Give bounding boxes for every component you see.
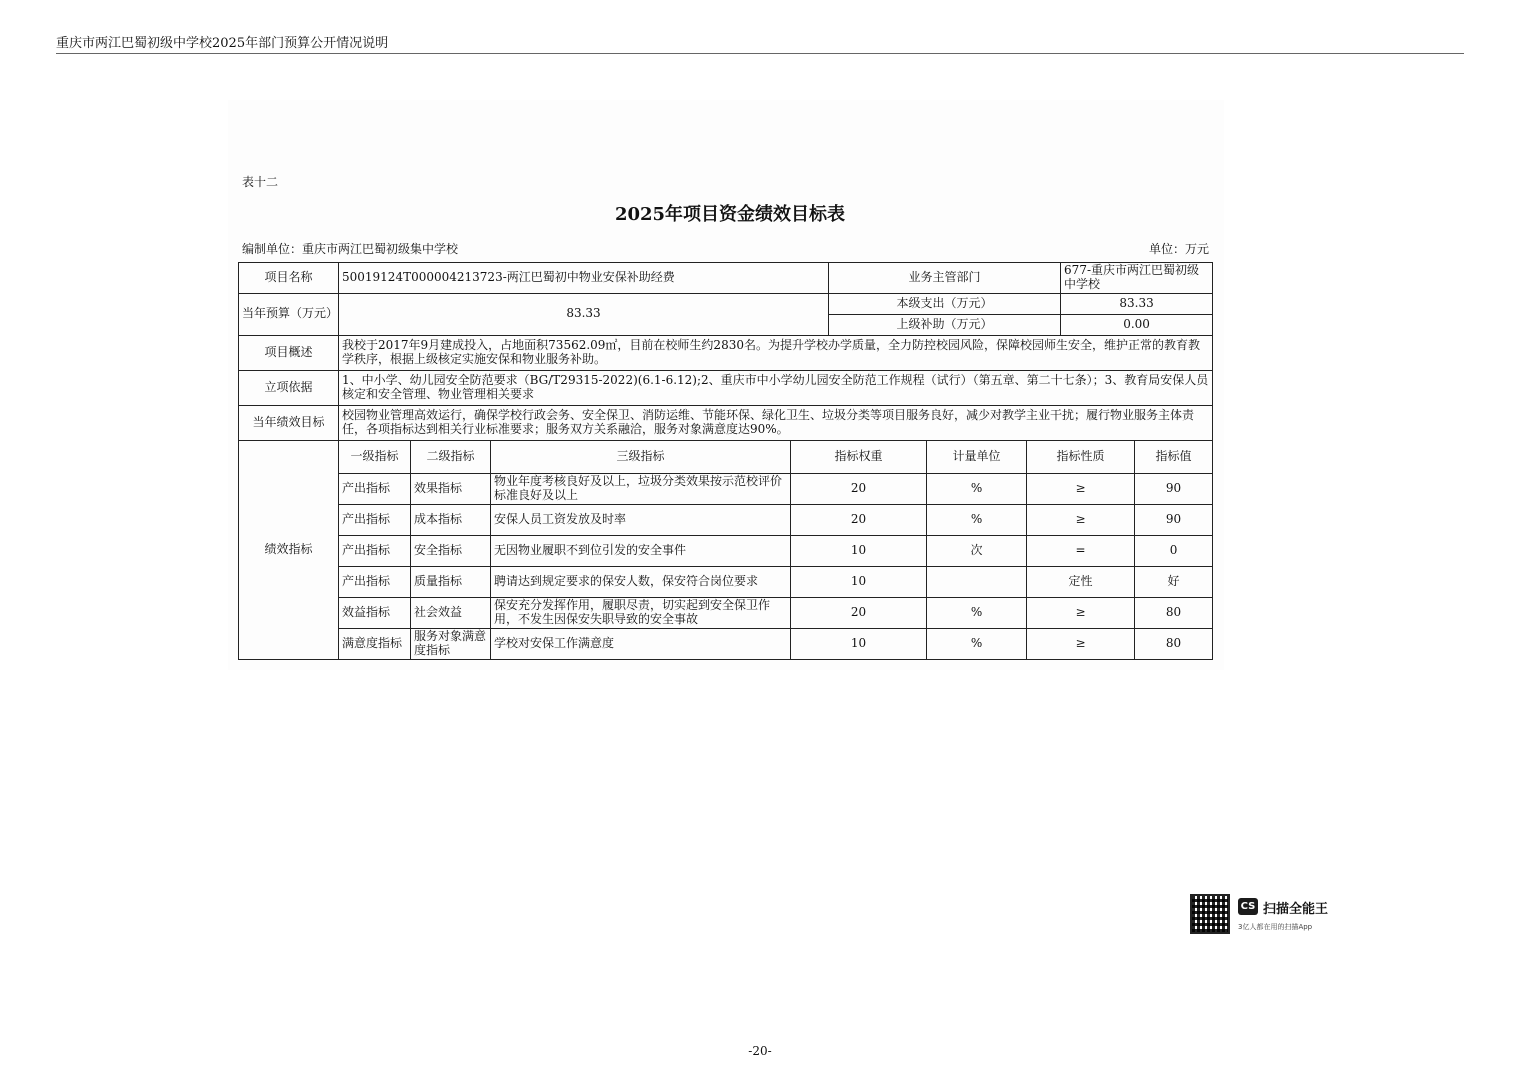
unit: %	[927, 628, 1027, 659]
weight: 20	[791, 597, 927, 628]
unit: %	[927, 597, 1027, 628]
nature: ≥	[1027, 473, 1135, 504]
level2: 服务对象满意度指标	[411, 628, 491, 659]
currency-unit: 单位：万元	[1148, 242, 1209, 256]
overview: 我校于2017年9月建成投入，占地面积73562.09㎡，目前在校师生约2830名。为提升学校办学质量，全力防控校园风险，保障校园师生安全，维护正常的教育教学秩序，根据上级核定实施安保和物业服务补助。	[339, 335, 1213, 370]
goal: 校园物业管理高效运行，确保学校行政会务、安全保卫、消防运维、节能环保、绿化卫生、垃圾分类等项目服务良好，减少对教学主业干扰；履行物业服务主体责任，各项指标达到相关行业标准要求；服务双方关系融洽，服务对象满意度达90%。	[339, 405, 1213, 440]
weight: 20	[791, 504, 927, 535]
nature: ≥	[1027, 628, 1135, 659]
nature: ≥	[1027, 597, 1135, 628]
level3: 保安充分发挥作用，履职尽责，切实起到安全保卫作用，不发生因保安失职导致的安全事故	[491, 597, 791, 628]
weight: 10	[791, 535, 927, 566]
level2: 成本指标	[411, 504, 491, 535]
table-row	[239, 566, 1213, 597]
budget: 83.33	[339, 293, 829, 335]
col-header: 三级指标	[491, 440, 791, 473]
camscanner-watermark	[1190, 894, 1350, 936]
level3: 无因物业履职不到位引发的安全事件	[491, 535, 791, 566]
cs-logo-icon: CS	[1238, 898, 1258, 915]
col-header: 一级指标	[339, 440, 411, 473]
label-project-name: 项目名称	[239, 263, 339, 294]
basis: 1、中小学、幼儿园安全防范要求（BG/T29315-2022)(6.1-6.12);2、重庆市中小学幼儿园安全防范工作规程（试行）（第五章、第二十七条）；3、教育局安保人员核定和安全管理、物业管理相关要求	[339, 370, 1213, 405]
col-header: 指标权重	[791, 440, 927, 473]
local: 83.33	[1061, 293, 1213, 314]
nature: ≥	[1027, 504, 1135, 535]
table-row	[239, 473, 1213, 504]
level3: 聘请达到规定要求的保安人数，保安符合岗位要求	[491, 566, 791, 597]
unit: %	[927, 504, 1027, 535]
table-title: 2025年项目资金绩效目标表	[614, 204, 846, 225]
nature: 定性	[1027, 566, 1135, 597]
unit: 次	[927, 535, 1027, 566]
weight: 10	[791, 566, 927, 597]
value: 80	[1135, 628, 1213, 659]
value: 好	[1135, 566, 1213, 597]
level3: 安保人员工资发放及时率	[491, 504, 791, 535]
brand-slogan: 3亿人都在用的扫描App	[1238, 923, 1313, 931]
table-number: 表十二	[242, 175, 279, 189]
unit	[927, 566, 1027, 597]
level2: 社会效益	[411, 597, 491, 628]
col-header: 指标性质	[1027, 440, 1135, 473]
label-basis: 立项依据	[239, 370, 339, 405]
performance-table	[238, 262, 1213, 660]
weight: 20	[791, 473, 927, 504]
sup: 0.00	[1061, 314, 1213, 335]
dept: 677-重庆市两江巴蜀初级中学校	[1061, 263, 1213, 294]
level1: 产出指标	[339, 566, 411, 597]
table-row	[239, 597, 1213, 628]
qr-code-icon	[1190, 894, 1230, 934]
label-dept: 业务主管部门	[829, 263, 1061, 294]
header-rule	[56, 53, 1464, 54]
level3: 物业年度考核良好及以上，垃圾分类效果按示范校评价标准良好及以上	[491, 473, 791, 504]
page-number: -20-	[748, 1044, 772, 1058]
col-header: 指标值	[1135, 440, 1213, 473]
level2: 安全指标	[411, 535, 491, 566]
label-overview: 项目概述	[239, 335, 339, 370]
level1: 满意度指标	[339, 628, 411, 659]
value: 90	[1135, 473, 1213, 504]
brand-name: 扫描全能王	[1263, 902, 1329, 917]
label-sup: 上级补助（万元）	[829, 314, 1061, 335]
label-perf: 绩效指标	[239, 440, 339, 659]
page-header: 重庆市两江巴蜀初级中学校2025年部门预算公开情况说明	[56, 36, 389, 51]
label-local: 本级支出（万元）	[829, 293, 1061, 314]
compiling-unit: 编制单位：重庆市两江巴蜀初级集中学校	[242, 242, 459, 256]
weight: 10	[791, 628, 927, 659]
level2: 质量指标	[411, 566, 491, 597]
col-header: 二级指标	[411, 440, 491, 473]
table-row	[239, 628, 1213, 659]
value: 80	[1135, 597, 1213, 628]
table-row	[239, 535, 1213, 566]
level1: 产出指标	[339, 473, 411, 504]
table-row	[239, 504, 1213, 535]
project-name: 50019124T000004213723-两江巴蜀初中物业安保补助经费	[339, 263, 829, 294]
nature: =	[1027, 535, 1135, 566]
value: 90	[1135, 504, 1213, 535]
level3: 学校对安保工作满意度	[491, 628, 791, 659]
level2: 效果指标	[411, 473, 491, 504]
value: 0	[1135, 535, 1213, 566]
level1: 产出指标	[339, 535, 411, 566]
label-goal: 当年绩效目标	[239, 405, 339, 440]
label-budget: 当年预算（万元）	[239, 293, 339, 335]
col-header: 计量单位	[927, 440, 1027, 473]
level1: 产出指标	[339, 504, 411, 535]
level1: 效益指标	[339, 597, 411, 628]
unit: %	[927, 473, 1027, 504]
